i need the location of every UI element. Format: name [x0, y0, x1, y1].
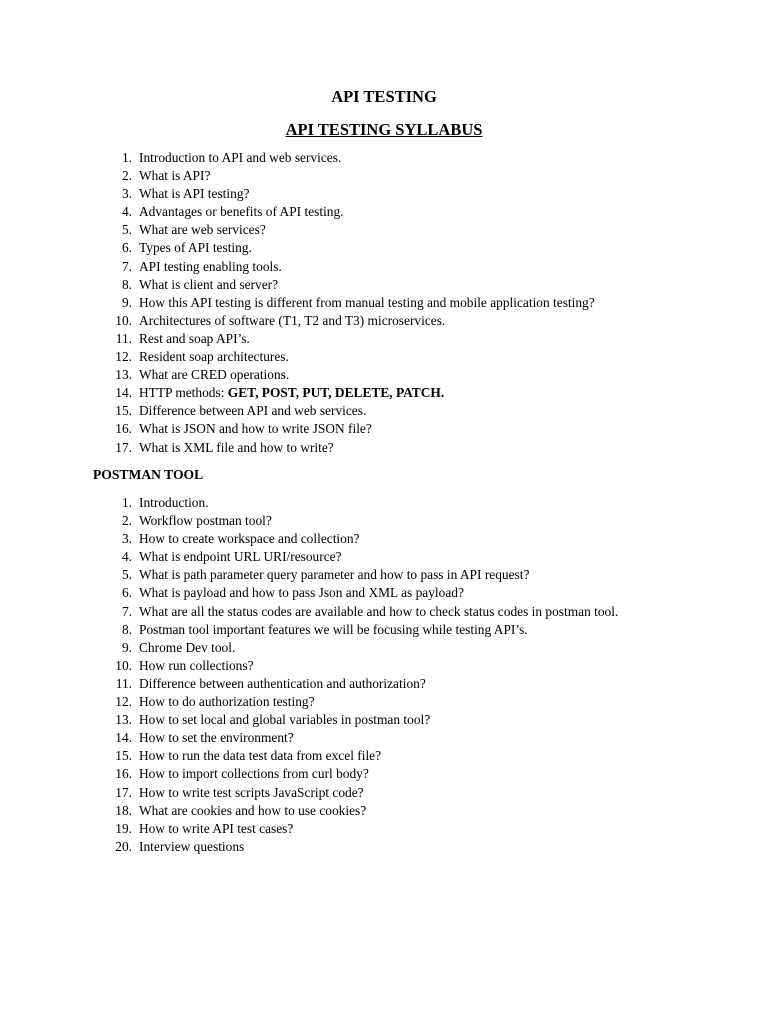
- list-item-number: 19.: [115, 820, 132, 836]
- document-subtitle: API TESTING SYLLABUS: [285, 120, 483, 139]
- list-item-text: Postman tool important features we will be focusing while testing API’s.: [139, 621, 528, 637]
- list-item: [0, 802, 679, 820]
- list-item-text: What are CRED operations.: [139, 367, 290, 383]
- list-item-text: How this API testing is different from manual testing and mobile application testing?: [139, 294, 595, 310]
- list-item-text: What is payload and how to pass Json and XML as payload?: [139, 585, 464, 601]
- list-item-number: 8.: [121, 276, 132, 292]
- list-item: [0, 239, 679, 257]
- postman-list: [0, 494, 768, 856]
- list-item-number: 10.: [115, 657, 132, 673]
- list-item: [0, 258, 679, 276]
- list-item-text: What are all the status codes are available and how to check status codes in postman tool.: [139, 603, 619, 619]
- list-item: [0, 765, 679, 783]
- list-item: [0, 330, 679, 348]
- document-title: API TESTING: [331, 87, 437, 106]
- list-item-text: Interview questions: [139, 838, 245, 854]
- list-item-number: 16.: [115, 421, 132, 437]
- list-item: [0, 348, 679, 366]
- list-item-text: Advantages or benefits of API testing.: [139, 204, 344, 220]
- list-item-number: 14.: [115, 385, 132, 401]
- list-item-number: 1.: [121, 150, 132, 165]
- list-item: [0, 711, 679, 729]
- list-item-text: How to write API test cases?: [139, 820, 294, 836]
- list-item: [0, 530, 679, 548]
- list-item-number: 3.: [121, 531, 132, 547]
- list-item: [0, 639, 679, 657]
- list-item: [0, 149, 679, 167]
- list-item-text: What is JSON and how to write JSON file?: [139, 421, 372, 437]
- list-item-number: 6.: [121, 240, 132, 256]
- list-item-number: 9.: [121, 639, 132, 655]
- list-item-number: 13.: [115, 712, 132, 728]
- list-item-text: What is path parameter query parameter and how to pass in API request?: [139, 567, 530, 583]
- list-item-text: Workflow postman tool?: [139, 513, 272, 529]
- list-item-number: 8.: [121, 621, 132, 637]
- list-item-number: 12.: [115, 694, 132, 710]
- list-item-number: 9.: [121, 294, 132, 310]
- list-item-number: 17.: [115, 784, 132, 800]
- list-item-text: What are cookies and how to use cookies?: [139, 802, 367, 818]
- list-item: [0, 584, 679, 602]
- list-item-text: Introduction to API and web services.: [139, 150, 342, 165]
- list-item-number: 5.: [121, 567, 132, 583]
- list-item: [0, 366, 679, 384]
- list-item-text: HTTP methods:: [139, 385, 228, 401]
- list-item-number: 10.: [115, 312, 132, 328]
- list-item-number: 17.: [115, 439, 132, 455]
- list-item-text: Resident soap architectures.: [139, 349, 289, 365]
- list-item-text: Architectures of software (T1, T2 and T3) microservices.: [139, 312, 446, 328]
- list-item: [0, 512, 679, 530]
- list-item-text: How to create workspace and collection?: [139, 531, 360, 547]
- list-item-text: What is endpoint URL URI/resource?: [139, 549, 342, 565]
- list-item-number: 1.: [121, 495, 132, 510]
- list-item-text: How to write test scripts JavaScript code?: [139, 784, 364, 800]
- list-item-number: 5.: [121, 222, 132, 238]
- list-item-number: 7.: [121, 603, 132, 619]
- list-item: [0, 221, 679, 239]
- list-item-text: Chrome Dev tool.: [139, 639, 236, 655]
- list-item-text: Difference between authentication and authorization?: [139, 675, 426, 691]
- list-item: [0, 693, 679, 711]
- list-item: [0, 294, 679, 312]
- list-item: [0, 203, 679, 221]
- syllabus-list: [0, 149, 768, 457]
- list-item-number: 14.: [115, 730, 132, 746]
- list-item-number: 15.: [115, 748, 132, 764]
- list-item-text: Rest and soap API’s.: [139, 330, 250, 346]
- list-item: [0, 402, 679, 420]
- list-item: [0, 621, 679, 639]
- list-item-text: What is client and server?: [139, 276, 279, 292]
- list-item-text: How run collections?: [139, 657, 254, 673]
- list-item-text: What is API?: [139, 168, 211, 184]
- list-item-text: How to set local and global variables in postman tool?: [139, 712, 431, 728]
- list-item: [0, 747, 679, 765]
- list-item: [0, 657, 679, 675]
- list-item-bold-text: GET, POST, PUT, DELETE, PATCH.: [227, 385, 445, 401]
- list-item: [0, 312, 679, 330]
- list-item: [0, 729, 679, 747]
- list-item-number: 12.: [115, 349, 132, 365]
- list-item-number: 3.: [121, 186, 132, 202]
- list-item-number: 7.: [121, 258, 132, 274]
- list-item-number: 11.: [115, 330, 132, 346]
- list-item: [0, 384, 679, 402]
- list-item-text: How to set the environment?: [139, 730, 294, 746]
- list-item: [0, 276, 679, 294]
- list-item-text: Types of API testing.: [139, 240, 252, 256]
- list-item-number: 2.: [121, 513, 132, 529]
- list-item-text: How to run the data test data from excel file?: [139, 748, 382, 764]
- list-item-number: 15.: [115, 403, 132, 419]
- list-item-number: 6.: [121, 585, 132, 601]
- list-item-text: What is XML file and how to write?: [139, 439, 334, 455]
- list-item-number: 4.: [121, 204, 132, 220]
- list-item-text: What is API testing?: [139, 186, 250, 202]
- list-item: [0, 675, 679, 693]
- list-item-text: What are web services?: [139, 222, 266, 238]
- list-item-number: 16.: [115, 766, 132, 782]
- list-item-number: 2.: [121, 168, 132, 184]
- list-item: [0, 820, 679, 838]
- list-item-text: Difference between API and web services.: [139, 403, 367, 419]
- list-item-number: 20.: [115, 838, 132, 854]
- list-item-text: Introduction.: [139, 495, 209, 510]
- list-item-number: 13.: [115, 367, 132, 383]
- list-item-text: How to import collections from curl body?: [139, 766, 369, 782]
- list-item-number: 4.: [121, 549, 132, 565]
- list-item: [0, 439, 679, 457]
- list-item-text: API testing enabling tools.: [139, 258, 282, 274]
- postman-heading: POSTMAN TOOL: [93, 467, 204, 482]
- list-item: [0, 784, 679, 802]
- list-item: [0, 167, 679, 185]
- list-item: [0, 838, 679, 856]
- list-item-number: 11.: [115, 675, 132, 691]
- list-item: [0, 548, 679, 566]
- list-item: [0, 420, 679, 438]
- list-item-text: How to do authorization testing?: [139, 694, 315, 710]
- list-item: [0, 494, 679, 512]
- list-item: [0, 185, 679, 203]
- list-item-number: 18.: [115, 802, 132, 818]
- list-item: [0, 566, 679, 584]
- list-item: [0, 603, 679, 621]
